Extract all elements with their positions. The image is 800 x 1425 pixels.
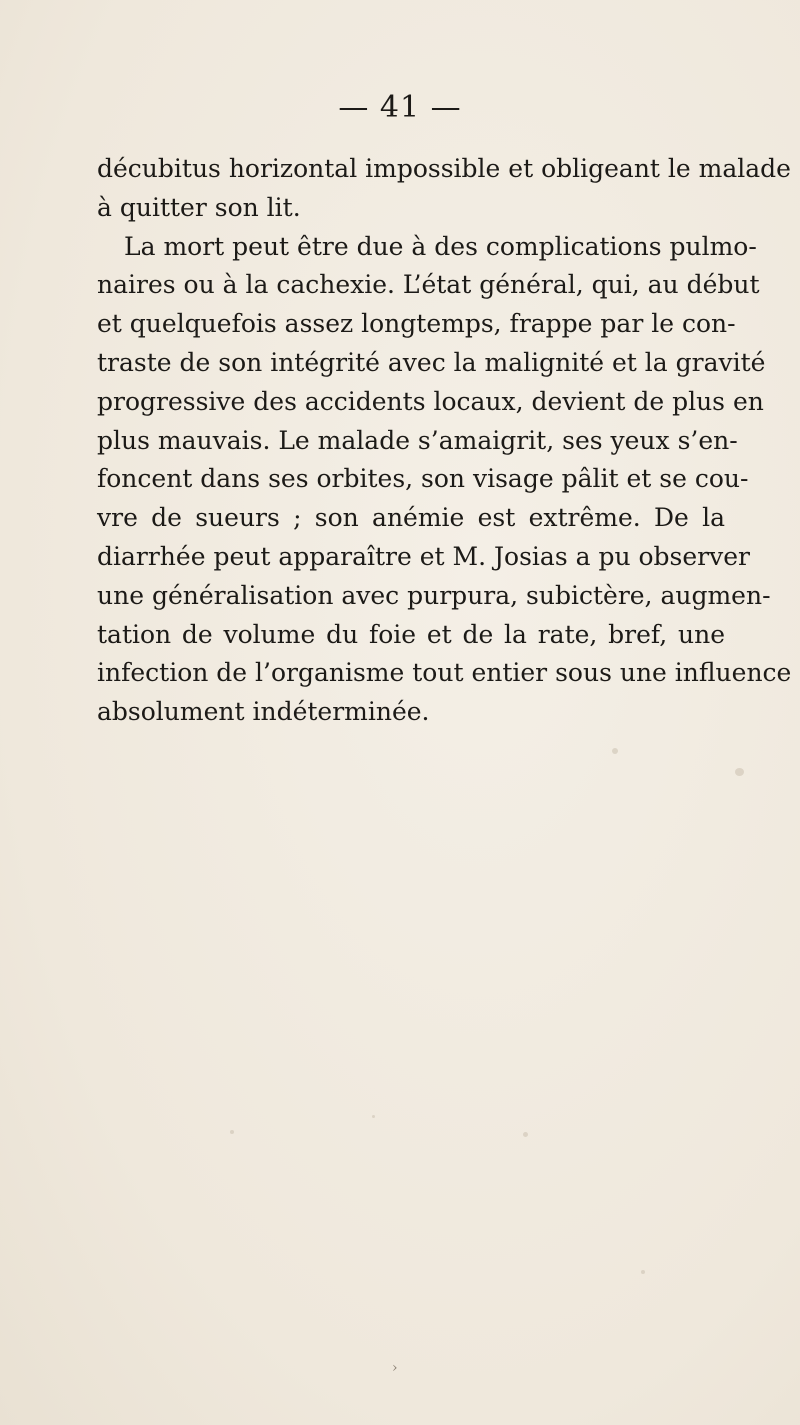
text-line: infection de l’organisme tout entier sous une influence xyxy=(97,658,792,688)
footer-mark: › xyxy=(392,1360,398,1376)
paper-speck xyxy=(641,1270,645,1274)
text-line: traste de son intégrité avec la malignité et la gravité xyxy=(97,347,766,377)
paper-speck xyxy=(230,1130,234,1134)
text-line: une généralisation avec purpura, subictère, augmen- xyxy=(97,580,771,610)
text-line: vre de sueurs ; son anémie est extrême. De la xyxy=(97,503,725,533)
body-text xyxy=(97,150,792,732)
text-line: à quitter son lit. xyxy=(97,192,301,222)
text-line: absolument indéterminée. xyxy=(97,697,430,727)
text-line: foncent dans ses orbites, son visage pâlit et se cou- xyxy=(97,464,749,494)
text-line: La mort peut être due à des complications pulmo- xyxy=(124,231,757,261)
text-line: progressive des accidents locaux, devient de plus en xyxy=(97,386,764,416)
text-line: diarrhée peut apparaître et M. Josias a pu observer xyxy=(97,541,751,571)
page-number: — 41 — xyxy=(338,90,462,125)
text-line: naires ou à la cachexie. L’état général, qui, au début xyxy=(97,270,760,300)
text-line: tation de volume du foie et de la rate, bref, une xyxy=(97,619,725,649)
paper-speck xyxy=(523,1132,528,1137)
paper-speck xyxy=(735,768,744,776)
text-line: et quelquefois assez longtemps, frappe par le con- xyxy=(97,309,736,339)
paper-speck xyxy=(612,748,618,754)
text-line: plus mauvais. Le malade s’amaigrit, ses yeux s’en- xyxy=(97,425,738,455)
paper-speck xyxy=(372,1115,375,1118)
text-line: décubitus horizontal impossible et obligeant le malade xyxy=(97,154,791,183)
